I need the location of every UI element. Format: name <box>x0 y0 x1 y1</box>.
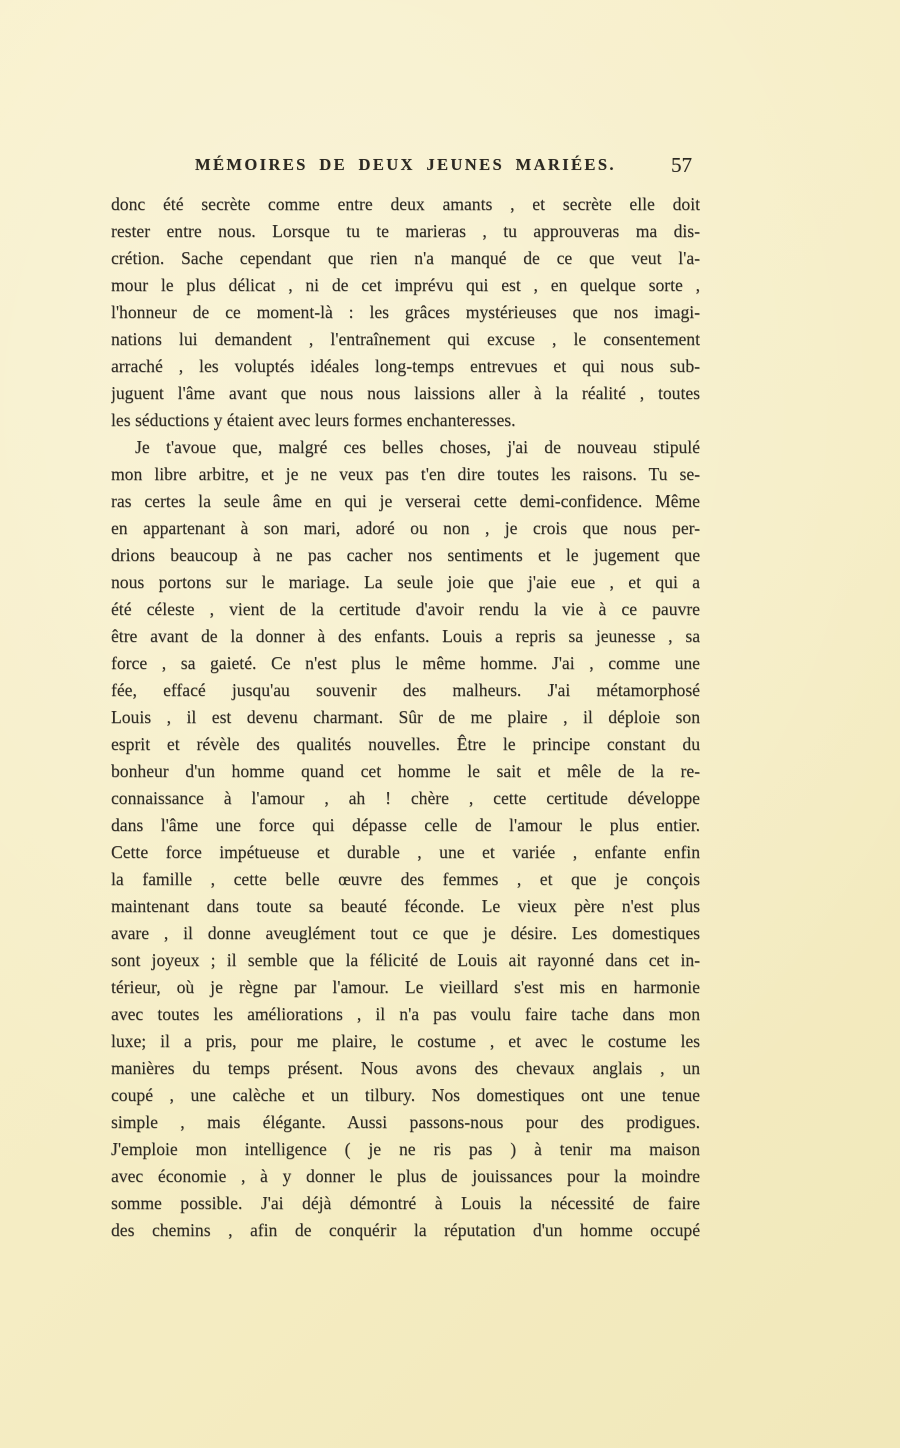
text-line: manières du temps présent. Nous avons des chevaux anglais , un <box>111 1058 700 1078</box>
page-number: 57 <box>671 153 692 177</box>
text-line: nous portons sur le mariage. La seule joie que j'aie eue , et qui a <box>111 572 700 592</box>
text-line: rester entre nous. Lorsque tu te marieras , tu approuveras ma dis- <box>111 221 700 241</box>
paragraph <box>111 434 700 1244</box>
text-line: mon libre arbitre, et je ne veux pas t'en dire toutes les raisons. Tu se- <box>111 464 700 484</box>
text-line: sont joyeux ; il semble que la félicité de Louis ait rayonné dans cet in- <box>111 950 700 970</box>
text-line: esprit et révèle des qualités nouvelles. Être le principe constant du <box>111 734 700 754</box>
text-line: être avant de la donner à des enfants. Louis a repris sa jeunesse , sa <box>111 626 700 646</box>
text-line: somme possible. J'ai déjà démontré à Louis la nécessité de faire <box>111 1193 700 1213</box>
text-line: des chemins , afin de conquérir la réputation d'un homme occupé <box>111 1220 700 1240</box>
text-line: l'honneur de ce moment-là : les grâces mystérieuses que nos imagi- <box>111 302 700 322</box>
text-line: ras certes la seule âme en qui je verserai cette demi-confidence. Même <box>111 491 700 511</box>
text-line: bonheur d'un homme quand cet homme le sait et mêle de la re- <box>111 761 700 781</box>
text-line: arraché , les voluptés idéales long-temps entrevues et qui nous sub- <box>111 356 700 376</box>
text-line: Cette force impétueuse et durable , une et variée , enfante enfin <box>111 842 700 862</box>
page-body <box>111 191 700 1244</box>
text-line: avec économie , à y donner le plus de jouissances pour la moindre <box>111 1166 700 1186</box>
text-line: térieur, où je règne par l'amour. Le vieillard s'est mis en harmonie <box>111 977 700 997</box>
running-header <box>111 155 700 183</box>
text-line: fée, effacé jusqu'au souvenir des malheurs. J'ai métamorphosé <box>111 680 700 700</box>
text-line: mour le plus délicat , ni de cet imprévu qui est , en quelque sorte , <box>111 275 700 295</box>
text-line: maintenant dans toute sa beauté féconde. Le vieux père n'est plus <box>111 896 700 916</box>
text-line: Je t'avoue que, malgré ces belles choses, j'ai de nouveau stipulé <box>135 437 700 457</box>
text-line: avec toutes les améliorations , il n'a pas voulu faire tache dans mon <box>111 1004 700 1024</box>
text-line: Louis , il est devenu charmant. Sûr de me plaire , il déploie son <box>111 707 700 727</box>
text-line: nations lui demandent , l'entraînement qui excuse , le consentement <box>111 329 700 349</box>
text-line: drions beaucoup à ne pas cacher nos sentiments et le jugement que <box>111 545 700 565</box>
text-line: donc été secrète comme entre deux amants , et secrète elle doit <box>111 194 700 214</box>
text-line: simple , mais élégante. Aussi passons-nous pour des prodigues. <box>111 1112 700 1132</box>
text-line: crétion. Sache cependant que rien n'a manqué de ce que veut l'a- <box>111 248 700 268</box>
text-line: luxe; il a pris, pour me plaire, le costume , et avec le costume les <box>111 1031 700 1051</box>
paragraph <box>111 191 700 434</box>
text-line: connaissance à l'amour , ah ! chère , cette certitude développe <box>111 788 700 808</box>
text-line: en appartenant à son mari, adoré ou non , je crois que nous per- <box>111 518 700 538</box>
text-line: la famille , cette belle œuvre des femmes , et que je conçois <box>111 869 700 889</box>
text-line: dans l'âme une force qui dépasse celle de l'amour le plus entier. <box>111 815 700 835</box>
text-line: coupé , une calèche et un tilbury. Nos domestiques ont une tenue <box>111 1085 700 1105</box>
text-line: avare , il donne aveuglément tout ce que je désire. Les domestiques <box>111 923 700 943</box>
running-title: MÉMOIRES DE DEUX JEUNES MARIÉES. <box>195 155 616 174</box>
text-line: J'emploie mon intelligence ( je ne ris pas ) à tenir ma maison <box>111 1139 700 1159</box>
text-line: les séductions y étaient avec leurs formes enchanteresses. <box>111 410 516 430</box>
text-line: été céleste , vient de la certitude d'avoir rendu la vie à ce pauvre <box>111 599 700 619</box>
text-line: force , sa gaieté. Ce n'est plus le même homme. J'ai , comme une <box>111 653 700 673</box>
text-line: juguent l'âme avant que nous nous laissions aller à la réalité , toutes <box>111 383 700 403</box>
